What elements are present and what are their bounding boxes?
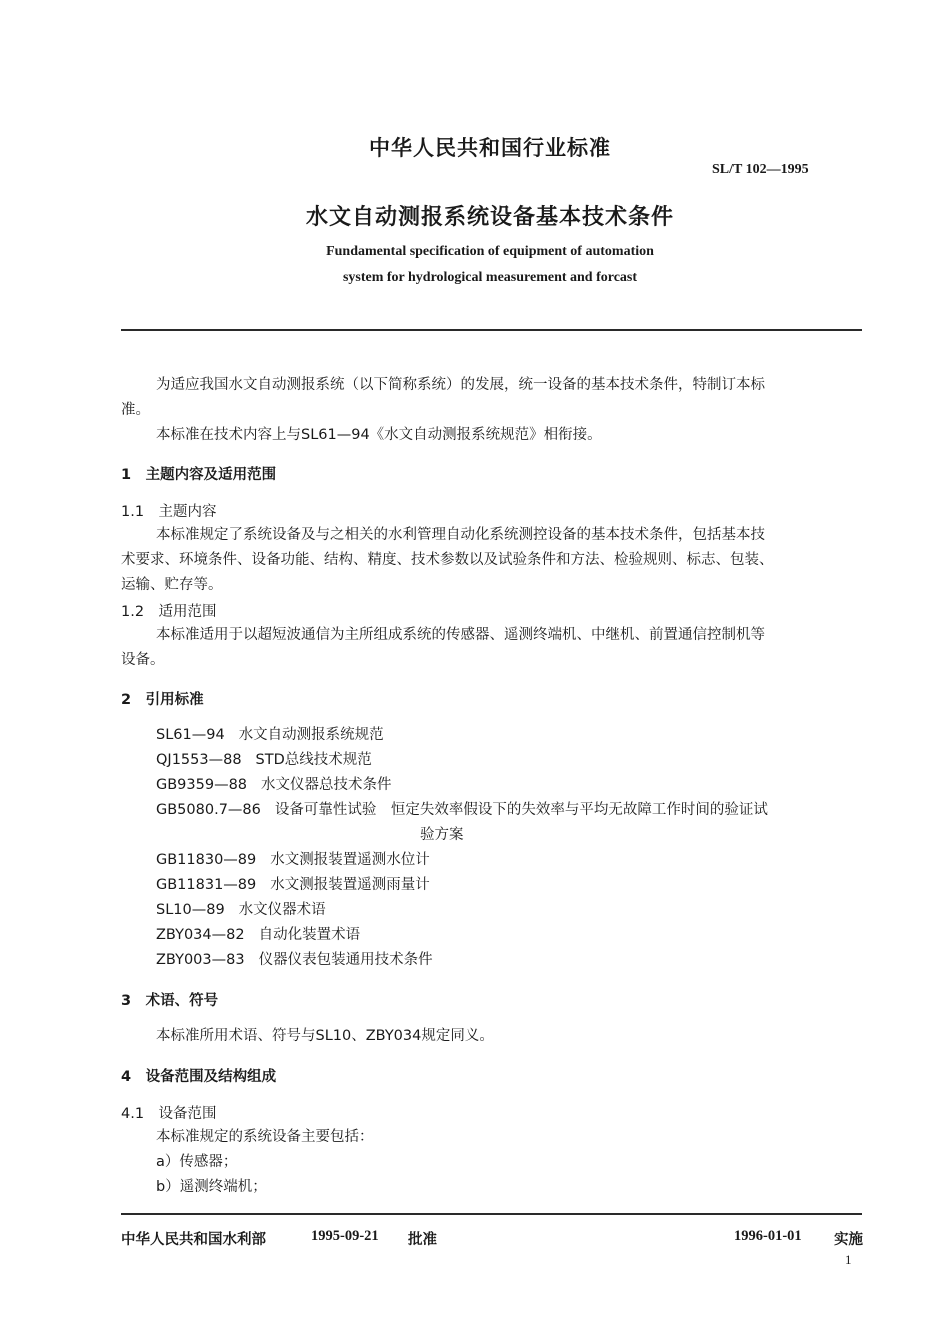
- reference-code: SL10—89: [156, 902, 225, 918]
- section-3-text: 本标准所用术语、符号与SL10、ZBY034规定同义。: [156, 1028, 494, 1044]
- reference-name: 水文自动测报系统规范: [238, 727, 384, 743]
- approve-date: 1995-09-21: [311, 1228, 379, 1244]
- reference-item: [156, 800, 768, 820]
- page-number: 1: [845, 1252, 852, 1267]
- section-1-1-heading: 1.1 主题内容: [121, 504, 217, 520]
- reference-item: [156, 775, 392, 795]
- footer-divider: [121, 1213, 862, 1215]
- reference-name: 水文测报装置遥测雨量计: [270, 877, 430, 893]
- section-3-heading: 3 术语、符号: [121, 993, 219, 1009]
- reference-item: [156, 900, 326, 920]
- document-title-en-line1: Fundamental specification of equipment of automation: [326, 244, 654, 259]
- section-4-heading: 4 设备范围及结构组成: [121, 1069, 277, 1085]
- section-1-heading: 1 主题内容及适用范围: [121, 467, 277, 483]
- reference-code: ZBY003—83: [156, 952, 245, 968]
- reference-code: SL61—94: [156, 727, 225, 743]
- standard-number: SL/T 102—1995: [712, 162, 809, 177]
- reference-item: [156, 875, 430, 895]
- reference-name: 水文仪器总技术条件: [261, 777, 392, 793]
- reference-code: GB5080.7—86: [156, 802, 261, 818]
- reference-code: ZBY034—82: [156, 927, 245, 943]
- reference-code: QJ1553—88: [156, 752, 242, 768]
- list-item: b）遥测终端机；: [156, 1179, 267, 1195]
- effective-label: 实施: [834, 1232, 863, 1248]
- reference-name: STD总线技术规范: [255, 752, 372, 768]
- section-1-2-heading: 1.2 适用范围: [121, 604, 217, 620]
- reference-item: [156, 750, 372, 770]
- reference-name: 仪器仪表包装通用技术条件: [258, 952, 433, 968]
- intro-paragraph-1-line-2: 准。: [121, 402, 150, 418]
- document-title-en-line2: system for hydrological measurement and forcast: [342, 270, 638, 285]
- reference-item: [156, 950, 433, 970]
- reference-code: GB11830—89: [156, 852, 257, 868]
- reference-name-continuation: 验方案: [420, 827, 464, 843]
- intro-paragraph-1-line-1: 为适应我国水文自动测报系统（以下简称系统）的发展，统一设备的基本技术条件，特制订本标: [156, 377, 765, 393]
- section-1-2-line-2: 设备。: [121, 652, 165, 668]
- list-item: a）传感器；: [156, 1154, 238, 1170]
- section-1-1-line-1: 本标准规定了系统设备及与之相关的水利管理自动化系统测控设备的基本技术条件，包括基本技: [156, 527, 765, 543]
- section-1-2-line-1: 本标准适用于以超短波通信为主所组成系统的传感器、遥测终端机、中继机、前置通信控制机等: [156, 627, 765, 643]
- reference-item: [156, 850, 430, 870]
- reference-item: [156, 725, 384, 745]
- header-divider: [121, 329, 862, 331]
- reference-code: GB9359—88: [156, 777, 248, 793]
- section-2-heading: 2 引用标准: [121, 692, 204, 708]
- section-1-1-line-3: 运输、贮存等。: [121, 577, 223, 593]
- effective-date: 1996-01-01: [734, 1228, 802, 1244]
- document-title-cn: 水文自动测报系统设备基本技术条件: [305, 205, 674, 230]
- reference-name: 水文测报装置遥测水位计: [270, 852, 430, 868]
- reference-code: GB11831—89: [156, 877, 257, 893]
- section-1-1-line-2: 术要求、环境条件、设备功能、结构、精度、技术参数以及试验条件和方法、检验规则、标志、包装、: [121, 552, 774, 568]
- reference-item: [156, 925, 360, 945]
- reference-name: 水文仪器术语: [238, 902, 326, 918]
- issuer: 中华人民共和国水利部: [121, 1232, 266, 1248]
- ministry-standard-heading: 中华人民共和国行业标准: [369, 136, 611, 160]
- approve-label: 批准: [408, 1232, 437, 1248]
- section-4-1-intro: 本标准规定的系统设备主要包括：: [156, 1129, 374, 1145]
- reference-name: 自动化装置术语: [258, 927, 361, 943]
- section-4-1-heading: 4.1 设备范围: [121, 1106, 217, 1122]
- intro-paragraph-2: 本标准在技术内容上与SL61—94《水文自动测报系统规范》相衔接。: [156, 427, 602, 443]
- reference-name: 设备可靠性试验 恒定失效率假设下的失效率与平均无故障工作时间的验证试: [274, 802, 768, 818]
